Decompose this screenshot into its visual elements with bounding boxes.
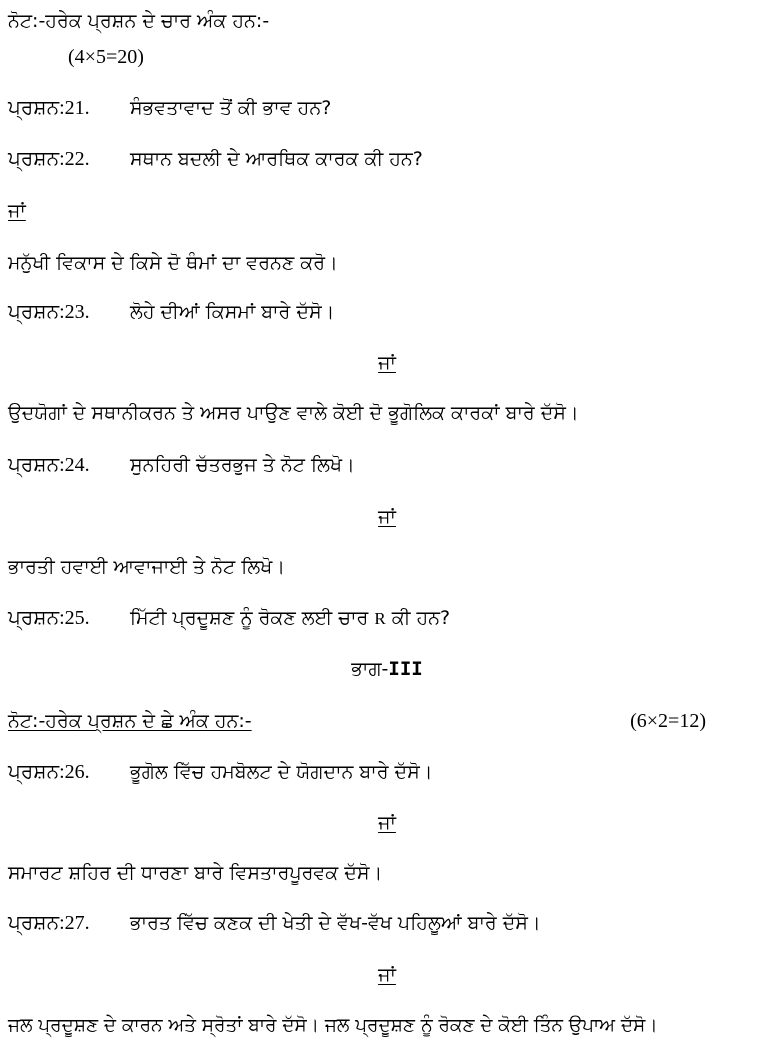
question-label: ਪ੍ਰਸ਼ਨ:21.	[8, 97, 90, 119]
or-separator	[0, 504, 774, 530]
question-label: ਪ੍ਰਸ਼ਨ:26.	[8, 761, 90, 783]
question-23	[8, 299, 770, 325]
question-23-alternative	[8, 400, 770, 426]
note-text: ਨੋਟ:-ਹਰੇਕ ਪ੍ਰਸ਼ਨ ਦੇ ਚਾਰ ਅੰਕ ਹਨ:-	[8, 10, 270, 32]
or-text: ਜਾਂ	[378, 812, 396, 834]
section-marks	[68, 44, 770, 70]
or-text: ਜਾਂ	[378, 352, 396, 374]
question-text-end: ਕੀ ਹਨ?	[391, 607, 451, 629]
question-27-alternative	[8, 1013, 770, 1039]
question-text: ਸੰਭਵਤਾਵਾਦ ਤੋਂ ਕੀ ਭਾਵ ਹਨ?	[130, 97, 332, 119]
or-text: ਜਾਂ	[8, 200, 26, 222]
alternative-text: ਭਾਰਤੀ ਹਵਾਈ ਆਵਾਜਾਈ ਤੇ ਨੋਟ ਲਿਖੋ।	[8, 556, 286, 578]
question-label: ਪ੍ਰਸ਼ਨ:27.	[8, 912, 90, 934]
alternative-text: ਸਮਾਰਟ ਸ਼ਹਿਰ ਦੀ ਧਾਰਣਾ ਬਾਰੇ ਵਿਸਤਾਰਪੂਰਵਕ ਦੱਸੋ।	[8, 862, 383, 884]
question-text: ਲੋਹੇ ਦੀਆਂ ਕਿਸਮਾਂ ਬਾਰੇ ਦੱਸੋ।	[130, 301, 335, 323]
section-note	[8, 8, 770, 34]
section-note	[8, 708, 770, 734]
or-text: ਜਾਂ	[378, 964, 396, 986]
question-22-alternative	[8, 250, 770, 276]
heading-prefix: ਭਾਗ-	[351, 658, 389, 680]
note-text: ਨੋਟ:-ਹਰੇਕ ਪ੍ਰਸ਼ਨ ਦੇ ਛੇ ਅੰਕ ਹਨ:-	[8, 710, 252, 732]
section-heading	[0, 656, 774, 682]
alternative-text: ਮਨੁੱਖੀ ਵਿਕਾਸ ਦੇ ਕਿਸੇ ਦੋ ਥੰਮਾਂ ਦਾ ਵਰਨਣ ਕਰੋ।	[8, 252, 338, 274]
question-text: ਭੂਗੋਲ ਵਿੱਚ ਹਮਬੋਲਟ ਦੇ ਯੋਗਦਾਨ ਬਾਰੇ ਦੱਸੋ।	[130, 761, 433, 783]
question-26	[8, 759, 770, 785]
alternative-text: ਉਦਯੋਗਾਂ ਦੇ ਸਥਾਨੀਕਰਨ ਤੇ ਅਸਰ ਪਾਉਣ ਵਾਲੇ ਕੋਈ ਦੋ ਭੂਗੋਲਿਕ ਕਾਰਕਾਂ ਬਾਰੇ ਦੱਸੋ।	[8, 402, 579, 424]
heading-numeral: III	[388, 658, 423, 680]
or-separator	[0, 810, 774, 836]
question-26-alternative	[8, 860, 770, 886]
question-text: ਭਾਰਤ ਵਿੱਚ ਕਣਕ ਦੀ ਖੇਤੀ ਦੇ ਵੱਖ-ਵੱਖ ਪਹਿਲੂਆਂ ਬਾਰੇ ਦੱਸੋ।	[130, 912, 541, 934]
or-separator	[8, 198, 770, 224]
question-text: ਮਿੱਟੀ ਪ੍ਰਦੂਸ਼ਣ ਨੂੰ ਰੋਕਣ ਲਈ ਚਾਰ	[130, 607, 369, 629]
or-separator	[0, 962, 774, 988]
question-label: ਪ੍ਰਸ਼ਨ:22.	[8, 148, 90, 170]
or-separator	[0, 350, 774, 376]
question-25	[8, 605, 770, 632]
or-text: ਜਾਂ	[378, 506, 396, 528]
question-22	[8, 146, 770, 172]
question-text: ਸੁਨਹਿਰੀ ਚੱਤਰਭੁਜ ਤੇ ਨੋਟ ਲਿਖੋ।	[130, 454, 355, 476]
r-letter: R	[374, 609, 386, 628]
question-label: ਪ੍ਰਸ਼ਨ:24.	[8, 454, 90, 476]
alternative-text: ਜਲ ਪ੍ਰਦੂਸ਼ਣ ਦੇ ਕਾਰਨ ਅਤੇ ਸ੍ਰੋਤਾਂ ਬਾਰੇ ਦੱਸੋ। ਜਲ ਪ੍ਰਦੂਸ਼ਣ ਨੂੰ ਰੋਕਣ ਦੇ ਕੋਈ ਤਿੰਨ ਉਪਾਅ ਦੱਸੋ।	[8, 1015, 658, 1036]
question-label: ਪ੍ਰਸ਼ਨ:23.	[8, 301, 90, 323]
question-label: ਪ੍ਰਸ਼ਨ:25.	[8, 607, 90, 629]
marks-text: (6×2=12)	[630, 710, 706, 732]
question-24-alternative	[8, 554, 770, 580]
question-24	[8, 452, 770, 478]
question-27	[8, 910, 770, 936]
question-21	[8, 95, 770, 121]
marks-text: (4×5=20)	[68, 46, 144, 68]
question-text: ਸਥਾਨ ਬਦਲੀ ਦੇ ਆਰਥਿਕ ਕਾਰਕ ਕੀ ਹਨ?	[130, 148, 423, 170]
